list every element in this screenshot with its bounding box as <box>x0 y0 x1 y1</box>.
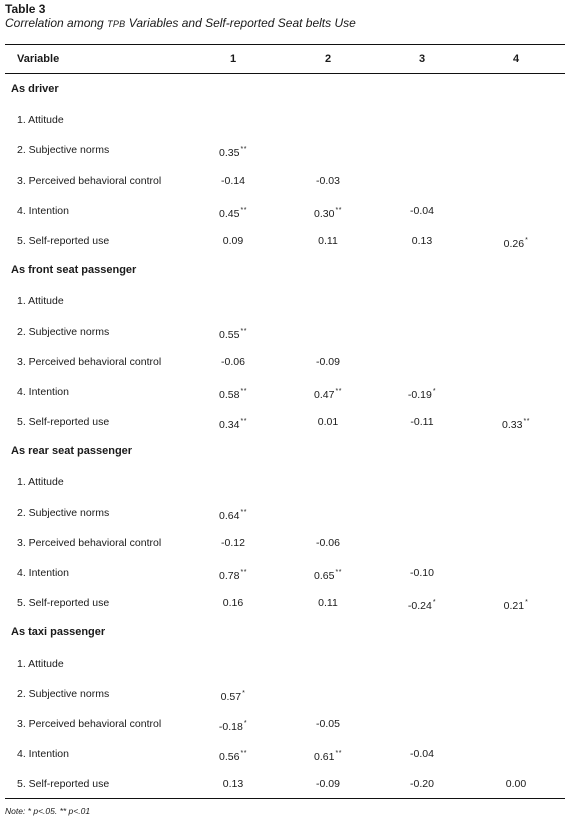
correlation-cell <box>298 566 358 583</box>
significance-marker: ** <box>335 387 342 395</box>
header-variable: Variable <box>17 53 60 65</box>
correlation-cell <box>203 355 263 369</box>
correlation-cell <box>298 385 358 402</box>
correlation-cell <box>203 566 263 583</box>
correlation-cell <box>392 777 452 791</box>
table-row <box>0 134 570 164</box>
section-title: As rear seat passenger <box>11 445 133 458</box>
correlation-cell <box>203 536 263 550</box>
section-title: As front seat passenger <box>11 264 137 277</box>
correlation-value: -0.05 <box>316 717 340 730</box>
header-col-3: 3 <box>418 53 426 65</box>
caption-text-after: Variables and Self-reported Seat belts Use <box>125 16 356 30</box>
correlation-cell <box>203 325 263 342</box>
table-row <box>0 708 570 738</box>
correlation-cell <box>392 234 452 248</box>
table-body <box>0 74 570 799</box>
correlation-cell <box>203 747 263 764</box>
correlation-cell <box>298 717 358 731</box>
variable-name: 2. Subjective norms <box>17 144 110 157</box>
variable-name: 2. Subjective norms <box>17 687 110 700</box>
correlation-cell <box>298 415 358 429</box>
variable-name: 3. Perceived behavioral control <box>17 355 162 368</box>
correlation-cell <box>392 566 452 580</box>
correlation-cell <box>203 385 263 402</box>
correlation-cell <box>486 234 546 251</box>
variable-name: 1. Attitude <box>17 476 64 489</box>
variable-name: 1. Attitude <box>17 295 64 308</box>
correlation-cell <box>298 174 358 188</box>
correlation-value: -0.19 <box>407 388 432 401</box>
variable-name: 5. Self-reported use <box>17 416 110 429</box>
correlation-value: 0.11 <box>318 597 338 610</box>
correlation-value: 0.26 <box>503 237 525 250</box>
table-row <box>0 165 570 195</box>
correlation-cell <box>486 415 546 432</box>
correlation-cell <box>392 596 452 613</box>
variable-name: 2. Subjective norms <box>17 325 110 338</box>
correlation-value: -0.03 <box>316 174 340 187</box>
caption-text-before: Correlation among <box>5 16 108 30</box>
table-note: Note: * p<.05. ** p<.01 <box>5 806 91 816</box>
table-row <box>0 225 570 255</box>
correlation-cell <box>486 596 546 613</box>
correlation-cell <box>392 385 452 402</box>
table-row <box>0 376 570 406</box>
table-row <box>0 466 570 496</box>
table-row <box>0 104 570 134</box>
top-rule <box>5 44 565 45</box>
table-row <box>0 587 570 617</box>
correlation-cell <box>298 536 358 550</box>
table-row <box>0 285 570 315</box>
correlation-value: 0.01 <box>317 416 339 429</box>
variable-name: 4. Intention <box>17 385 69 398</box>
correlation-value: -0.11 <box>410 416 434 429</box>
correlation-value: 0.61 <box>314 751 335 764</box>
section-row <box>0 255 570 285</box>
bottom-rule <box>5 798 565 799</box>
header-col-2: 2 <box>324 53 332 65</box>
table-row <box>0 738 570 768</box>
table-row <box>0 768 570 798</box>
header-col-1: 1 <box>229 53 237 65</box>
correlation-cell <box>203 506 263 523</box>
significance-marker: ** <box>240 206 247 214</box>
significance-marker: ** <box>523 418 530 426</box>
table-label: Table 3 <box>5 2 46 16</box>
variable-name: 5. Self-reported use <box>17 234 110 247</box>
caption-abbreviation: TPB <box>107 19 126 29</box>
correlation-value: -0.14 <box>221 174 245 187</box>
significance-marker: ** <box>240 146 247 154</box>
table-caption <box>5 16 356 31</box>
correlation-value: -0.09 <box>316 355 340 368</box>
table-row <box>0 648 570 678</box>
significance-marker: * <box>242 689 246 697</box>
correlation-value: 0.16 <box>222 597 244 610</box>
section-title: As driver <box>11 83 59 95</box>
correlation-value: 0.34 <box>219 419 240 432</box>
correlation-value: 0.09 <box>222 234 244 247</box>
significance-marker: ** <box>240 569 247 576</box>
significance-marker: ** <box>240 508 247 516</box>
correlation-cell <box>486 777 546 791</box>
correlation-value: 0.64 <box>219 509 240 522</box>
significance-marker: ** <box>240 418 247 426</box>
variable-name: 5. Self-reported use <box>17 597 110 610</box>
correlation-cell <box>298 747 358 764</box>
correlation-value: -0.04 <box>410 748 434 761</box>
table-row <box>0 195 570 225</box>
correlation-value: 0.21 <box>503 600 525 613</box>
significance-marker: * <box>525 236 529 244</box>
table-row <box>0 406 570 436</box>
significance-marker: * <box>243 719 248 727</box>
correlation-value: 0.33 <box>502 419 523 432</box>
correlation-cell <box>203 143 263 160</box>
significance-marker: ** <box>240 387 247 395</box>
correlation-cell <box>298 204 358 221</box>
correlation-cell <box>203 777 263 791</box>
significance-marker: * <box>432 599 437 607</box>
correlation-value: 0.35 <box>219 147 240 160</box>
correlation-value: 0.30 <box>314 207 335 220</box>
correlation-cell <box>392 204 452 218</box>
correlation-value: -0.12 <box>221 536 245 549</box>
correlation-cell <box>298 596 358 610</box>
correlation-value: 0.56 <box>219 751 240 764</box>
correlation-value: 0.13 <box>411 234 433 247</box>
variable-name: 2. Subjective norms <box>17 506 110 519</box>
correlation-value: 0.45 <box>219 207 240 220</box>
variable-name: 3. Perceived behavioral control <box>17 717 162 730</box>
correlation-cell <box>203 174 263 188</box>
correlation-value: -0.04 <box>410 204 434 217</box>
table-row <box>0 527 570 557</box>
variable-name: 3. Perceived behavioral control <box>17 174 162 187</box>
correlation-cell <box>203 204 263 221</box>
variable-name: 1. Attitude <box>17 657 64 670</box>
correlation-value: -0.18 <box>218 720 243 733</box>
significance-marker: ** <box>240 327 247 335</box>
correlation-cell <box>203 234 263 248</box>
variable-name: 3. Perceived behavioral control <box>17 536 162 549</box>
correlation-value: -0.06 <box>316 536 340 549</box>
table-row <box>0 497 570 527</box>
table-row <box>0 346 570 376</box>
correlation-value: 0.57 <box>220 690 242 703</box>
correlation-cell <box>298 355 358 369</box>
correlation-value: -0.06 <box>221 355 245 368</box>
significance-marker: ** <box>240 750 247 758</box>
correlation-value: -0.24 <box>407 600 432 613</box>
correlation-value: 0.58 <box>219 388 240 401</box>
table-row <box>0 557 570 587</box>
correlation-cell <box>298 777 358 791</box>
section-row <box>0 617 570 647</box>
correlation-value: 0.11 <box>318 234 338 247</box>
significance-marker: ** <box>335 750 342 758</box>
significance-marker: * <box>432 387 437 395</box>
correlation-cell <box>392 747 452 761</box>
table-row <box>0 316 570 346</box>
significance-marker: * <box>525 599 529 607</box>
section-title: As taxi passenger <box>11 626 106 639</box>
correlation-value: -0.10 <box>410 567 434 579</box>
correlation-cell <box>203 687 263 704</box>
correlation-value: 0.78 <box>219 570 240 582</box>
correlation-value: 0.13 <box>222 778 244 791</box>
table-row <box>0 678 570 708</box>
significance-marker: ** <box>335 206 342 214</box>
correlation-value: -0.20 <box>410 778 434 791</box>
section-row <box>0 74 570 104</box>
correlation-value: 0.00 <box>505 778 527 791</box>
variable-name: 5. Self-reported use <box>17 778 110 791</box>
correlation-value: 0.47 <box>314 388 335 401</box>
table-header <box>0 46 570 72</box>
header-col-4: 4 <box>512 53 520 65</box>
correlation-cell <box>203 415 263 432</box>
correlation-value: 0.55 <box>219 328 240 341</box>
variable-name: 4. Intention <box>17 204 69 217</box>
correlation-cell <box>392 415 452 429</box>
variable-name: 4. Intention <box>17 567 69 579</box>
correlation-cell <box>203 596 263 610</box>
correlation-value: -0.09 <box>316 778 340 791</box>
section-row <box>0 436 570 466</box>
correlation-value: 0.65 <box>314 570 335 582</box>
significance-marker: ** <box>335 569 342 576</box>
variable-name: 1. Attitude <box>17 114 64 127</box>
correlation-cell <box>203 717 263 734</box>
variable-name: 4. Intention <box>17 748 69 761</box>
correlation-cell <box>298 234 358 248</box>
